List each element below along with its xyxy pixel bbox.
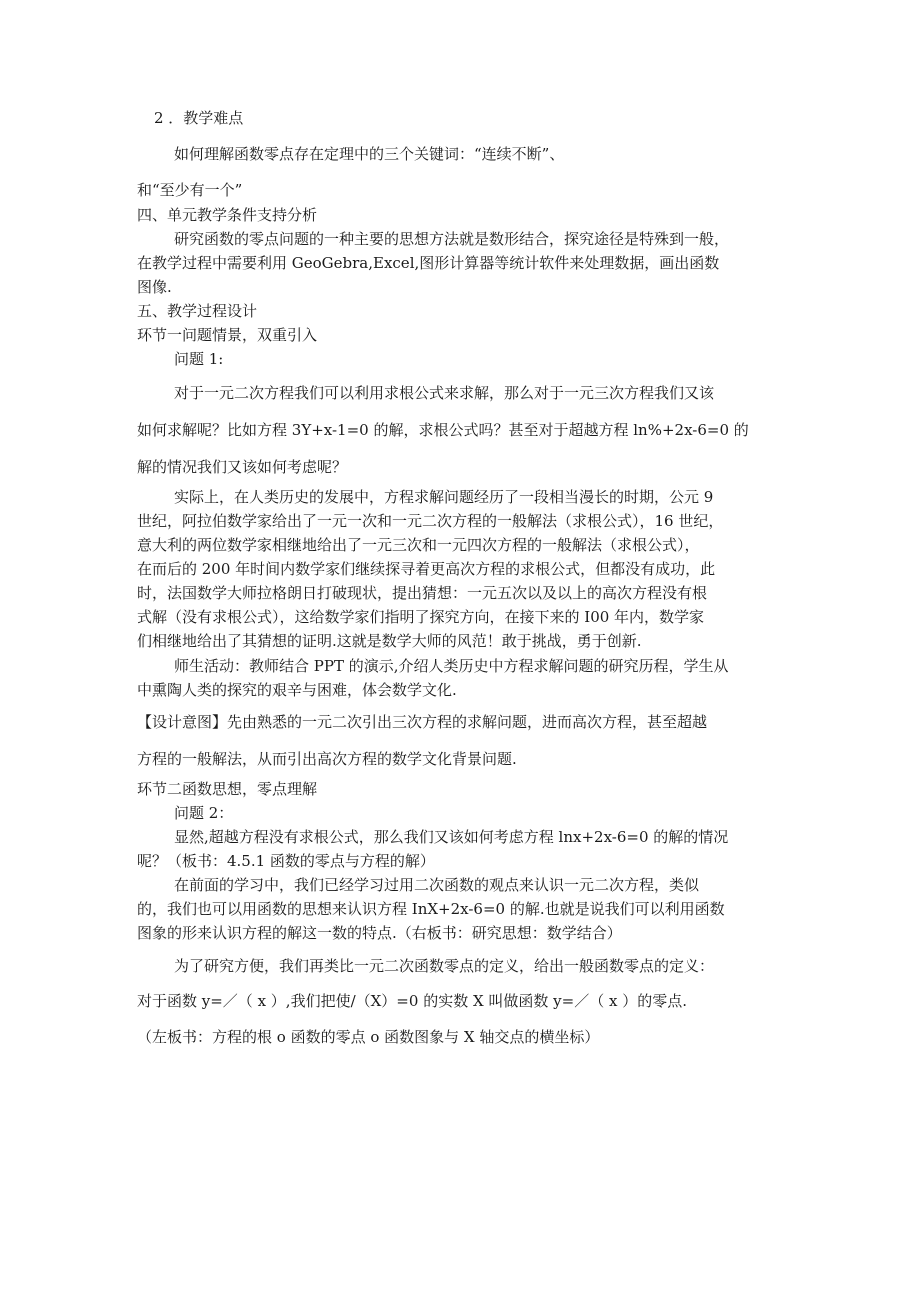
paragraph-line: 显然,超越方程没有求根公式，那么我们又该如何考虑方程 lnx+2x-6=0 的解的情况: [174, 828, 729, 846]
paragraph-line: 们相继地给出了其猜想的证明.这就是数学大师的风范！敢于挑战，勇于创新.: [137, 632, 642, 650]
paragraph-line: 中熏陶人类的探究的艰辛与困难，体会数学文化.: [137, 681, 457, 699]
paragraph-line: 世纪，阿拉伯数学家给出了一元一次和一元二次方程的一般解法（求根公式），16 世纪，: [137, 512, 724, 530]
question-label: 问题 1:: [174, 350, 224, 368]
paragraph-line: 如何求解呢？比如方程 3Y+x-1=0 的解，求根公式吗？甚至对于超越方程 ln%+2x-6=0 的: [137, 421, 749, 439]
question-label: 问题 2：: [174, 804, 234, 822]
paragraph-line: 在前面的学习中，我们已经学习过用二次函数的观点来认识一元二次方程，类似: [174, 876, 700, 894]
paragraph-line: 解的情况我们又该如何考虑呢？: [137, 458, 348, 476]
paragraph-line: 在教学过程中需要利用 GeoGebra,Excel,图形计算器等统计软件来处理数据，画出函数: [137, 254, 720, 272]
board-note-line: （左板书：方程的根 o 函数的零点 o 函数图象与 X 轴交点的横坐标）: [137, 1028, 600, 1046]
paragraph-line: 为了研究方便，我们再类比一元二次函数零点的定义，给出一般函数零点的定义：: [174, 957, 715, 975]
paragraph-line: 呢？（板书：4.5.1 函数的零点与方程的解）: [137, 852, 435, 870]
paragraph-line: 在而后的 200 年时间内数学家们继续探寻着更高次方程的求根公式，但都没有成功，此: [137, 560, 716, 578]
section-heading-condition-analysis: 四、单元教学条件支持分析: [137, 206, 318, 224]
paragraph-line: 研究函数的零点问题的一种主要的思想方法就是数形结合，探究途径是特殊到一般，: [174, 230, 730, 248]
paragraph-line: 意大利的两位数学家相继地给出了一元三次和一元四次方程的一般解法（求根公式），: [137, 536, 700, 554]
paragraph-line: 实际上，在人类历史的发展中，方程求解问题经历了一段相当漫长的时期，公元 9: [174, 488, 714, 506]
paragraph-line: 方程的一般解法，从而引出高次方程的数学文化背景问题.: [137, 750, 517, 768]
paragraph-line: 对于一元二次方程我们可以利用求根公式来求解，那么对于一元三次方程我们又该: [174, 384, 715, 402]
paragraph-line: 和“至少有一个”: [137, 181, 243, 199]
subsection-heading-stage-one: 环节一问题情景，双重引入: [137, 326, 318, 344]
paragraph-line: 的，我们也可以用函数的思想来认识方程 InX+2x-6=0 的解.也就是说我们可以利用函数: [137, 900, 725, 918]
paragraph-line: 图像.: [137, 278, 172, 296]
design-intent-line: 【设计意图】先由熟悉的一元二次引出三次方程的求解问题，进而高次方程，甚至超越: [137, 713, 708, 731]
paragraph-line: 如何理解函数零点存在定理中的三个关键词：“连续不断”、: [174, 145, 565, 163]
definition-line: 对于函数 y=／（ x ）,我们把使/（X）=0 的实数 X 叫做函数 y=／（ x ）的零点.: [137, 992, 687, 1010]
paragraph-line: 师生活动：教师结合 PPT 的演示,介绍人类历史中方程求解问题的研究历程，学生从: [174, 657, 729, 675]
section-heading-process-design: 五、教学过程设计: [137, 302, 258, 320]
paragraph-line: 式解（没有求根公式），这给数学家们指明了探究方向，在接下来的 I00 年内，数学家: [137, 608, 705, 626]
subsection-heading-stage-two: 环节二函数思想，零点理解: [137, 780, 318, 798]
section-heading-teaching-difficulty: 2 ．教学难点: [154, 109, 244, 127]
paragraph-line: 时，法国数学大师拉格朗日打破现状，提出猜想：一元五次以及以上的高次方程没有根: [137, 584, 708, 602]
paragraph-line: 图象的形来认识方程的解这一数的特点.（右板书：研究思想：数学结合）: [137, 924, 622, 942]
